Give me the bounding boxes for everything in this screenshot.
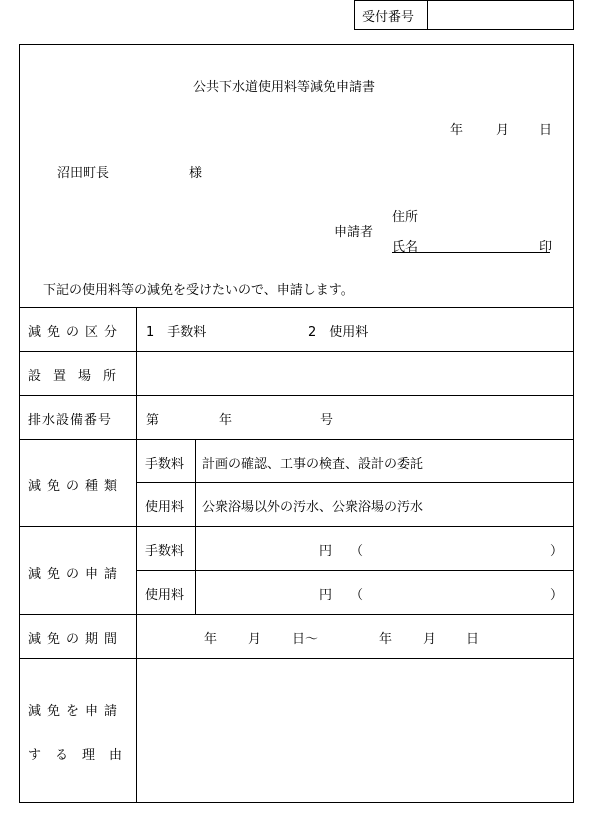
reason-field[interactable] xyxy=(142,664,570,798)
honorific: 様 xyxy=(189,166,203,181)
drain-number-label: 排水設備番号 xyxy=(28,413,113,428)
request-usage-yen: 円 xyxy=(319,588,333,603)
request-usage-paren-open: （ xyxy=(350,588,364,603)
addressee: 沼田町長 xyxy=(57,166,110,181)
period-end-month: 月 xyxy=(423,632,437,647)
drain-number-year: 年 xyxy=(219,413,233,428)
request-usage-paren-close: ） xyxy=(550,588,564,603)
type-usage-label: 使用料 xyxy=(145,500,185,515)
row-divider xyxy=(19,614,574,615)
name-underline xyxy=(392,252,550,253)
label-column-divider xyxy=(136,307,137,803)
request-fee-label: 手数料 xyxy=(145,544,185,559)
row-subdivider xyxy=(136,482,574,483)
type-usage-value: 公衆浴場以外の汚水、公衆浴場の汚水 xyxy=(202,500,424,515)
period-end-year: 年 xyxy=(379,632,393,647)
date-day: 日 xyxy=(539,123,553,138)
date-month: 月 xyxy=(496,123,510,138)
period-start-year: 年 xyxy=(204,632,218,647)
reason-label-line2: する理由 xyxy=(28,748,137,763)
address-label: 住所 xyxy=(392,210,419,225)
row-divider xyxy=(19,526,574,527)
receipt-number-field[interactable] xyxy=(432,6,570,24)
date-year: 年 xyxy=(450,123,464,138)
sub-label-divider xyxy=(195,439,196,614)
request-fee-paren-close: ） xyxy=(550,544,564,559)
category-label: 減免の区分 xyxy=(28,325,124,340)
category-option-fee[interactable]: 1 手数料 xyxy=(146,325,207,340)
row-divider xyxy=(19,351,574,352)
name-label: 氏名 xyxy=(392,240,419,255)
period-label: 減免の期間 xyxy=(28,632,124,647)
form-title: 公共下水道使用料等減免申請書 xyxy=(193,80,376,95)
request-fee-paren-open: （ xyxy=(350,544,364,559)
receipt-label: 受付番号 xyxy=(362,10,415,25)
seal-label: 印 xyxy=(539,240,553,255)
category-option-usage[interactable]: 2 使用料 xyxy=(308,325,369,340)
drain-number-dai: 第 xyxy=(146,413,160,428)
location-label: 設置場所 xyxy=(28,369,129,384)
period-start-day: 日～ xyxy=(292,632,319,647)
type-fee-label: 手数料 xyxy=(145,457,185,472)
row-subdivider xyxy=(136,570,574,571)
request-fee-yen: 円 xyxy=(319,544,333,559)
application-statement: 下記の使用料等の減免を受けたいので、申請します。 xyxy=(43,283,354,298)
drain-number-go: 号 xyxy=(320,413,334,428)
receipt-divider xyxy=(427,0,428,30)
period-end-day: 日 xyxy=(466,632,480,647)
period-start-month: 月 xyxy=(248,632,262,647)
row-divider xyxy=(19,658,574,659)
request-usage-label: 使用料 xyxy=(145,588,185,603)
location-field[interactable] xyxy=(142,356,570,390)
row-divider xyxy=(19,307,574,308)
row-divider xyxy=(19,439,574,440)
type-fee-value: 計画の確認、工事の検査、設計の委託 xyxy=(202,457,424,472)
type-label: 減免の種類 xyxy=(28,479,124,494)
request-label: 減免の申請 xyxy=(28,567,124,582)
reason-label-line1: 減免を申請 xyxy=(28,704,124,719)
row-divider xyxy=(19,395,574,396)
applicant-label: 申請者 xyxy=(334,225,374,240)
